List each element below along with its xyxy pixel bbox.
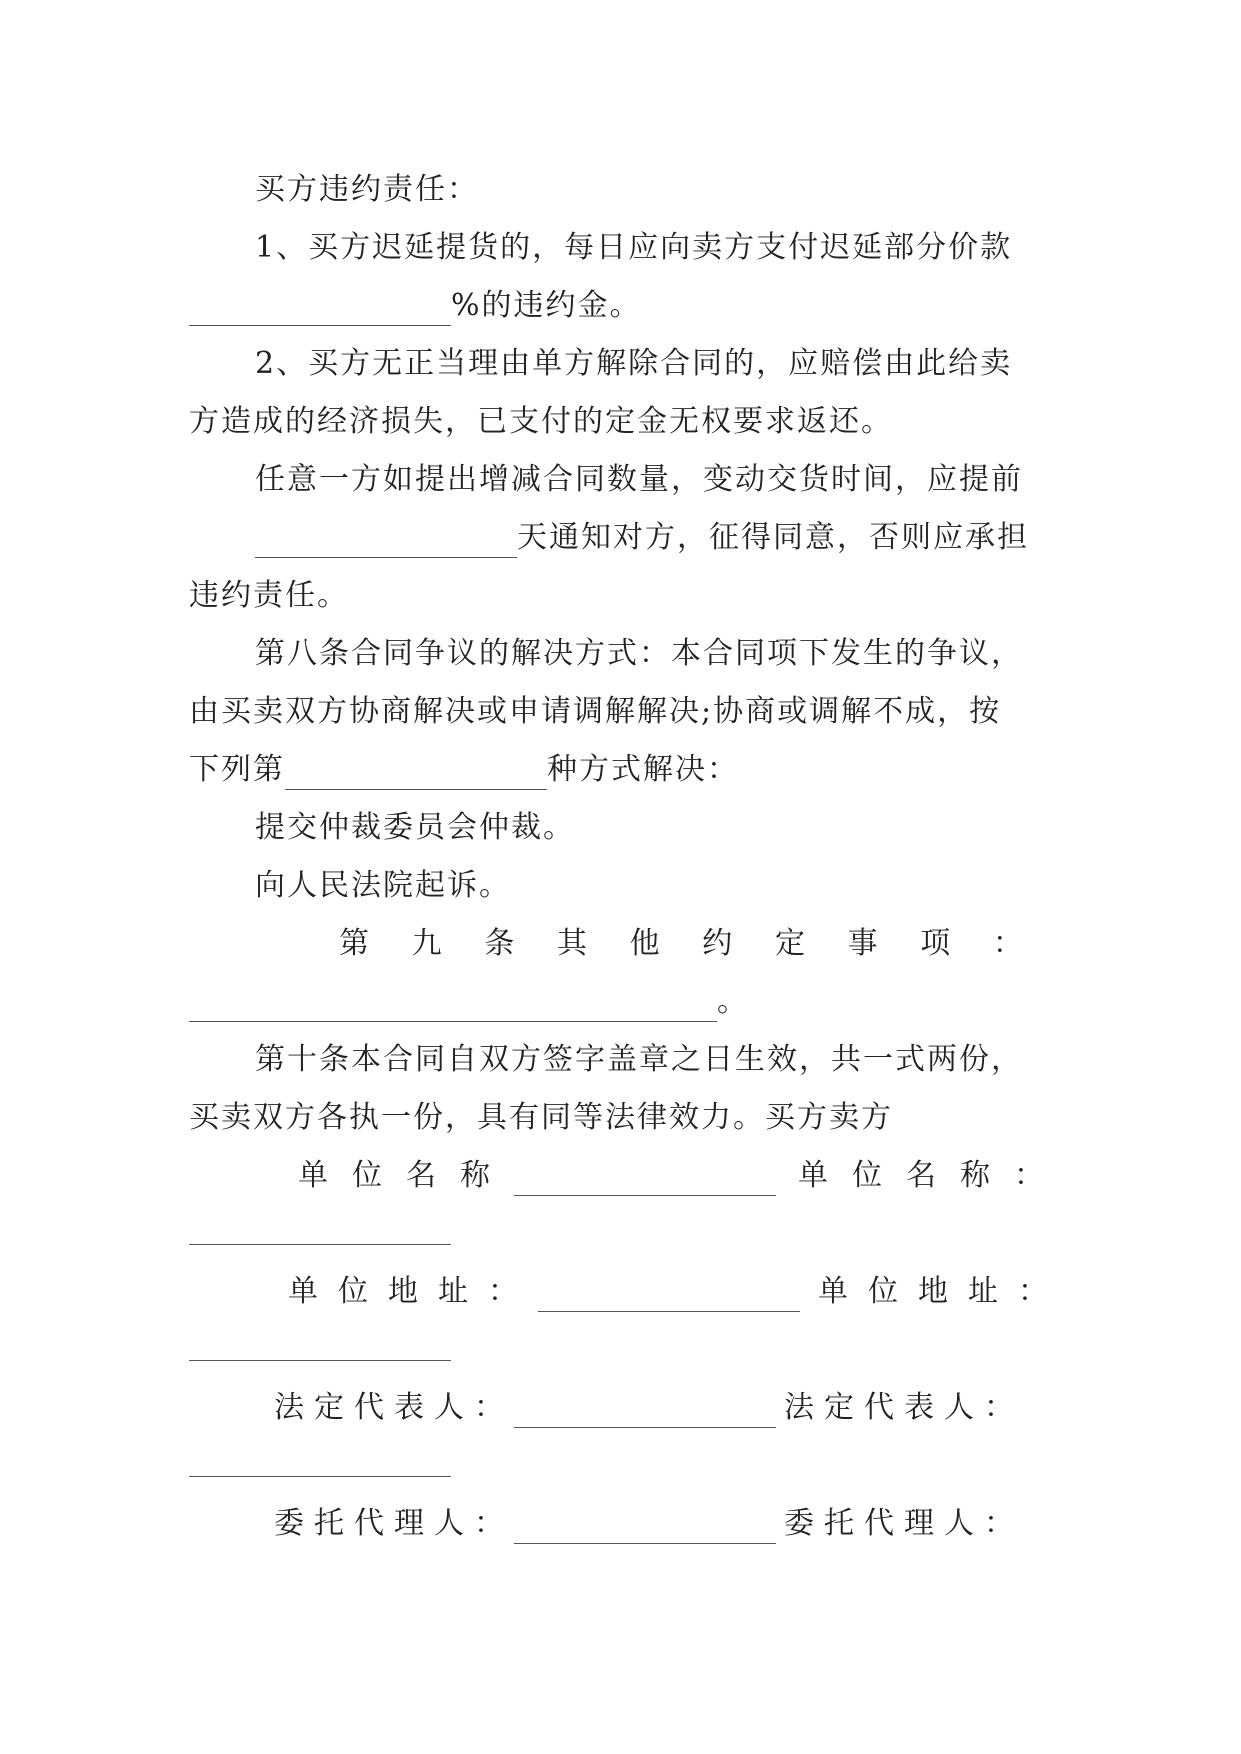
sig-label-char: ： [1014,1158,1046,1193]
para-article8-line1: 第八条合同争议的解决方式：本合同项下发生的争议， [255,636,1023,671]
text-notice-suffix: 天通知对方，征得同意，否则应承担 [517,520,1029,555]
sig-label-char: 单 [298,1158,330,1193]
article9-char: 约 [702,926,735,961]
sig-label-char: 位 [338,1274,370,1309]
para-article8-line3 [189,750,739,790]
sig-label-char: 位 [852,1158,884,1193]
para-item1-line2 [189,286,642,326]
sig-label-char: 名 [406,1158,438,1193]
article9-char: 第 [339,926,371,961]
fill-blank-seller-legal-rep[interactable] [189,1476,451,1477]
sig-label-char: 委 [274,1506,306,1541]
article9-char: 定 [774,926,807,961]
para-change-notice-line3: 违约责任。 [189,578,349,613]
fill-blank-buyer-unit-name[interactable] [514,1165,776,1196]
para-article9-heading [339,924,1025,964]
text-option-suffix: 种方式解决： [547,752,739,787]
sig-label-char: ： [474,1506,506,1541]
article9-char: 他 [629,926,662,961]
text-article9-end: 。 [717,984,749,1019]
para-item2-line2: 方造成的经济损失，已支付的定金无权要求返还。 [189,404,893,439]
sig-row-unit-name [298,1156,1046,1196]
sig-label-char: 定 [314,1390,346,1425]
sig-label-char: 名 [906,1158,938,1193]
sig-label-char: ： [984,1506,1016,1541]
fill-blank-buyer-unit-address[interactable] [538,1281,800,1312]
fill-blank-seller-unit-address[interactable] [189,1360,451,1361]
sig-label-char: ： [1018,1274,1050,1309]
para-change-notice-line1: 任意一方如提出增减合同数量，变动交货时间，应提前 [255,462,1023,497]
sig-label-char: 代 [864,1506,896,1541]
sig-label-char: 代 [354,1506,386,1541]
sig-label-char: 单 [818,1274,850,1309]
sig-label-char: 理 [904,1506,936,1541]
sig-label-char: ： [488,1274,520,1309]
para-article9-blank [189,982,749,1022]
sig-label-char: 单 [288,1274,320,1309]
article9-char: 九 [411,926,444,961]
sig-label-char: 代 [354,1390,386,1425]
sig-label-char: 表 [904,1390,936,1425]
sig-label-char: 称 [460,1158,492,1193]
para-buyer-liability-heading: 买方违约责任： [255,172,479,207]
para-article10-line1: 第十条本合同自双方签字盖章之日生效，共一式两份， [255,1042,1023,1077]
sig-label-char: 位 [352,1158,384,1193]
sig-label-char: 理 [394,1506,426,1541]
fill-blank-other-terms[interactable] [189,991,717,1022]
sig-label-char: 单 [798,1158,830,1193]
sig-label-char: 址 [438,1274,470,1309]
sig-label-char: 表 [394,1390,426,1425]
article9-char: 项 [920,926,953,961]
sig-label-char: 人 [434,1506,466,1541]
sig-label-char: 法 [274,1390,306,1425]
sig-label-char: 位 [868,1274,900,1309]
article9-char: 条 [484,926,517,961]
sig-label-char: 托 [824,1506,856,1541]
sig-label-char: 称 [960,1158,992,1193]
article9-char: ： [992,926,1025,961]
option-arbitration: 提交仲裁委员会仲裁。 [255,810,575,845]
sig-label-char: 人 [434,1390,466,1425]
sig-label-char: ： [474,1390,506,1425]
fill-blank-seller-unit-name[interactable] [189,1244,451,1245]
para-item1-line1: 1、买方迟延提货的，每日应向卖方支付迟延部分价款 [255,230,1013,265]
sig-row-legal-rep [274,1388,1016,1428]
fill-blank-buyer-agent[interactable] [514,1513,776,1544]
option-court: 向人民法院起诉。 [255,868,511,903]
sig-label-char: 地 [388,1274,420,1309]
sig-label-char: 代 [864,1390,896,1425]
sig-label-char: ： [984,1390,1016,1425]
sig-row-agent [274,1504,1016,1544]
sig-label-char: 定 [824,1390,856,1425]
para-change-notice-line2 [255,518,1029,558]
article9-char: 事 [847,926,880,961]
fill-blank-penalty-percent[interactable] [189,295,451,326]
text-option-prefix: 下列第 [189,752,285,787]
para-item2-line1: 2、买方无正当理由单方解除合同的，应赔偿由此给卖 [255,346,1013,381]
sig-label-char: 法 [784,1390,816,1425]
fill-blank-notice-days[interactable] [255,527,517,558]
sig-label-char: 人 [944,1390,976,1425]
sig-label-char: 委 [784,1506,816,1541]
para-article10-line2: 买卖双方各执一份，具有同等法律效力。买方卖方 [189,1100,893,1135]
text-penalty-suffix: %的违约金。 [451,288,642,323]
article9-char: 其 [556,926,589,961]
para-article8-line2: 由买卖双方协商解决或申请调解解决;协商或调解不成，按 [189,694,1002,729]
sig-label-char: 托 [314,1506,346,1541]
fill-blank-dispute-option[interactable] [285,759,547,790]
sig-label-char: 址 [968,1274,1000,1309]
sig-row-unit-address [288,1272,1050,1312]
sig-label-char: 人 [944,1506,976,1541]
fill-blank-buyer-legal-rep[interactable] [514,1397,776,1428]
sig-label-char: 地 [918,1274,950,1309]
